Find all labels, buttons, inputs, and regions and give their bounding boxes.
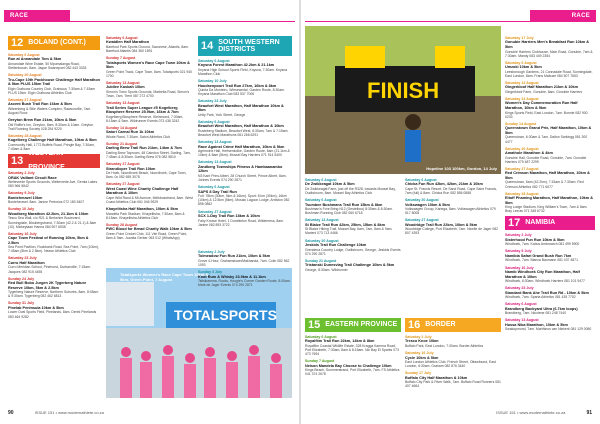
section-number: 17	[508, 217, 521, 230]
race-name: Gonubie Harriers Men's Breakfast Run 10km & 5km	[505, 40, 590, 49]
race-details: East London Athletics Club, French Street, Ottawfound, East London, 6:30am. Graham 082 876 3440	[405, 360, 496, 369]
race-listing	[8, 256, 100, 273]
race-details: Kings Beach, Summerstrand, Port Elizabeth, 7am. FS Athletics 041 374 2678	[305, 368, 400, 377]
race-date: Saturday 16 July	[8, 231, 37, 236]
race-listing	[505, 81, 595, 94]
column-1	[8, 36, 100, 414]
race-date: Saturday 13 August	[198, 140, 232, 145]
section-number: 14	[201, 40, 214, 52]
race-date: Saturday 13 August	[106, 80, 140, 85]
race-name: Satori Carnal Run 1k 10km	[106, 130, 155, 135]
footer-right	[496, 410, 592, 416]
race-calendar-tab-right: RACE CALENDAR	[530, 10, 596, 22]
race-name: Jeskids Trail Run Challenge 10km	[305, 242, 367, 247]
race-details: Quinta Da Monteiro, Wiesewedal, Garden Route, 8:30am. Knysna Marathon Club 083 537 7006	[198, 88, 285, 97]
race-date: Saturday 6 August	[305, 198, 337, 203]
race-listing	[106, 101, 194, 123]
race-name: Eltoff Phaming Marathon, Half Marathon, 10km & 5km	[505, 196, 593, 205]
race-name: SCX 1-Day Trail Run 18km & 10km	[198, 213, 260, 218]
eastern-province-events	[305, 335, 401, 376]
race-details: Annandale Wine Estate, 50 Mpumalanga Road, Stellenbosch, 8am. Jaque Swanepoel 082 443 3333	[8, 62, 87, 71]
race-details: King Lodge Stadium, King William's Town, 7am & 8am. Bray Leeuw 071 345 6732	[505, 205, 588, 214]
section-number: 13	[11, 155, 24, 168]
race-date: Saturday 28 August	[505, 191, 539, 196]
left-page	[0, 0, 299, 424]
svg-text:FINISH: FINISH	[367, 78, 440, 103]
section-title: SOUTH WESTERN DISTRICTS	[218, 39, 280, 53]
section-title: BOLAND (CONT.)	[28, 39, 86, 46]
section-header-south-western-districts	[198, 36, 292, 56]
race-details: Gonubie Hall, Gonubie Road, Gonubie, 7am. Gonubie Harriers 079 487 2299	[505, 155, 587, 164]
race-name: Volkswagen 10km & 5km	[405, 202, 450, 207]
race-details: Elgin Grabouw Country Club, Grabouw, 7:30am & 7:15am PLUS 15km. Elgin Grabouw Athletics Club	[8, 86, 96, 95]
race-details: Old Roffie's Inn, Greyton, 8am, 8:30am & 10am. Greyton Trail Running Society 028 254 9220	[8, 122, 94, 131]
race-details: Royalfiim Coastal Wildlife Estate, 328 Kragga Kamma Road, Port Elizabeth, 7:30am, 8am & 8:15am. Nic Bay El Sparks 073 473 7694	[305, 344, 399, 357]
race-listing	[505, 302, 595, 315]
race-name: Beaufort West Marathon, Half Marathon & 10km	[198, 124, 284, 129]
race-details: Sea Point Pavilion, Rockbank Road, Sea Point, 7am (10km), 7:45am (5km & 2.5km). Neave Athletics Club	[8, 245, 100, 254]
column-3-continued	[198, 250, 292, 288]
race-listing	[198, 140, 292, 157]
race-details: Darling Brew Taproom, 48 Caledon Street, Darling, 7am, 7:45am & 8:30am. Darling Brew 076 082 5810	[106, 151, 191, 160]
race-details: Curro Meridian School, Pinehurst, Durbanville, 7:15am. Jacques 082 915 4455	[8, 265, 91, 274]
race-listing	[505, 122, 595, 144]
race-name: Standard Bank Ahe Trail Run Rd - 10km & 5km	[505, 290, 589, 295]
footer-left	[8, 410, 104, 416]
race-listing	[106, 223, 194, 240]
header-rule-left	[4, 21, 295, 22]
race-listing	[106, 56, 194, 78]
race-details: Kings Sports Field, East London, 7am. Bonnie 082 900 0233	[505, 110, 588, 119]
race-date: Saturday 6 August	[305, 178, 337, 182]
section-header-eastern-province	[305, 318, 401, 332]
race-listing	[405, 198, 501, 215]
photo-caption-womens-race: Totalsports Women's Race Cape Town 10km & 5km, Green Point, 7 August	[120, 272, 209, 282]
race-name: Pinelab Peninsula 10km & 5km	[8, 305, 64, 310]
section-number: 12	[11, 37, 24, 49]
race-details: Green Point Cricket Club, 111 Vlei Road, Green Point, 8am & 9am. Joanita Gerber 063 012 (WhatsApp)	[106, 231, 188, 241]
race-calendar-tab-left: RACE CALENDAR	[4, 10, 70, 22]
race-date: Saturday 20 August	[405, 198, 439, 203]
race-date: Saturday 9 July	[8, 191, 35, 196]
issue-info-right: ISSUE 151 • www.modernathlete.co.za	[496, 410, 566, 415]
race-date: Sunday 7 August	[106, 56, 136, 61]
race-details: De Hoek, Noordhoek Beach, Noordhoek, Cape Town, 8am. 0c 082 659 3078	[106, 171, 187, 180]
race-date: Saturday 2 July	[8, 171, 35, 176]
race-name: Zandberg Townships Fitness & Hambaanambo 12km	[198, 164, 283, 174]
race-listing	[198, 120, 292, 137]
race-listing	[405, 371, 501, 388]
race-crowd-image	[106, 268, 292, 398]
race-date: Sunday 28 August	[106, 222, 138, 227]
race-date: Sunday 21 August	[106, 142, 138, 147]
border-block	[405, 318, 501, 418]
race-date: Saturday 23 July	[198, 99, 227, 104]
race-date: Sunday 31 July	[8, 301, 35, 306]
race-listing	[198, 99, 292, 117]
race-name: Jubilee Kasbah 10km	[106, 85, 145, 90]
race-date: Sunday 24 July	[8, 276, 35, 281]
race-details: Bonteheuwel: 8am. Janine Pretorius 072 180 5407	[8, 200, 85, 205]
race-name: Amathole Marathon & 4km	[505, 151, 553, 156]
race-name: SAPS 8 Day Trail Run	[198, 189, 237, 194]
race-details: Woodridge College, Port Elizabeth, 7am. Nicelle de Jager 082 807 4393	[405, 227, 499, 236]
race-name: Khayelitsha Half Marathon, 10km & 5km	[106, 207, 178, 212]
race-name: Tolmeadow Fun Run 21km, 10km & 5km	[198, 254, 271, 259]
border-events	[405, 335, 501, 388]
race-name: Royalfiim Trail Run 22km, 14km & 8km	[305, 339, 375, 344]
race-details: Weltevrede Sports Grounds, Weltevrede Ave, Gemia Lakes 083 966 5842	[8, 180, 98, 189]
race-details: Windhoek, 7am. Sparta Athletics 081 435 7702	[505, 295, 576, 300]
race-date: Saturday 6 August	[305, 335, 337, 339]
race-details: Grove 4-Hour, Grahamstown/Makhanda, 7am. Colin 082 562 1093	[198, 259, 290, 268]
race-details: Brandberg, 7am. Nicolene 081 248 7440	[505, 311, 567, 316]
race-date: Saturday 6 August	[198, 59, 230, 63]
race-details: Unity Park, York Street, George	[198, 112, 246, 117]
race-details: Barefoot Park Sports Ground, Saconese, Atlantis, 8am. Barefoot Atlantis 084 360 1891	[106, 45, 189, 54]
race-name: Red Bull Bobo Jurgen 2K Tygerberg Nature Reserve 10km, 5km & 2.5km	[8, 281, 87, 290]
race-date: Sunday 14 August	[106, 125, 138, 130]
race-date: Saturday 27 August	[106, 162, 140, 167]
race-listing	[305, 218, 401, 235]
section-title: BORDER	[425, 321, 456, 328]
race-date: Saturday 27 August	[198, 209, 232, 214]
race-name: Bonteheuwel 10km	[8, 195, 43, 200]
race-listing	[305, 239, 401, 256]
race-details: De Zwikkeagat Farm, just off the R328, towards Mossel Bay, Oudtshoorn, 8am. Mossel Bay Athletics Club	[305, 187, 396, 196]
section-number: 16	[408, 319, 421, 331]
race-name: Queenstown Grand Prix, Half Marathon, 10km & 5km	[505, 126, 592, 135]
race-details: Queenstown, 6am (42.2km), 7:15am & 7:30am. Red Crimson Athletics 082 771 6077	[505, 180, 584, 189]
race-details: George, 8:30am. Wildrunner	[305, 267, 348, 272]
race-name: Nelson Mandela Bay Choose to Challenge 10km	[305, 363, 392, 368]
race-date: Saturday 20 August	[505, 146, 539, 151]
race-listing	[305, 359, 401, 376]
race-details: Leesborough Gardens, 21 Connadale Road, Sunningdale, East London, 8am. Frans Mabuze 084 507 7653	[505, 69, 593, 78]
race-listing	[198, 160, 292, 182]
race-name: Woodberg Marathon 42.2km, 21.1km & 10km	[8, 211, 89, 216]
race-name: Beaufort West Marathon, Half Marathon 10km & 5km	[198, 103, 284, 113]
race-details: Buffalo Park, East London, 7:30am. Border Athletics	[405, 344, 484, 348]
namibia-events	[505, 233, 595, 331]
race-date: Saturday 27 August	[505, 166, 539, 171]
race-name: Kwaidlen Half Marathon	[106, 40, 150, 45]
race-listing	[8, 73, 100, 95]
race-listing	[106, 126, 194, 139]
race-details: Witzenberg & Stile Waters Complex, Rawsonville, 7am. August Roux	[8, 106, 92, 116]
race-listing	[198, 59, 292, 76]
section-title: WESTERN PROVINCE	[28, 150, 65, 172]
race-name: Trail Series Super League #5 Kogelberg Biosphere Reserve 25.9km, 16km & 7km	[106, 105, 179, 115]
race-date: Sunday 17 July	[405, 371, 432, 376]
section-number: 15	[308, 319, 321, 331]
race-listing	[505, 286, 595, 299]
race-date: Saturday 2 July	[505, 233, 532, 238]
race-name: Strandloper Trail Run 10km	[106, 166, 156, 171]
race-details: Rusteberg Stadium, Beaufort West, 6:30am, 7am & 7:15am. Beaufort West Marathons 061 266 6291	[198, 129, 289, 138]
race-details: Tsitsikamma, Rocks, Hoogie's Corner Garden Route, 8:30am. Mark de Jager Events 074 290 2871	[198, 279, 291, 288]
page-number-right: 91	[586, 410, 592, 416]
western-province-events	[8, 171, 100, 319]
race-details: Tesco Sea Wall, c/o R21 & Berkshire Boulevard, Sunningdale, Bloubergstrand, 7:30am (42.2 & 21.1) & 8am (10). Mickeytaan Hanna 084 907 6538	[8, 216, 97, 229]
race-details: Queenstown, 6:30am & 7am. Dalton Sarkingg 081 300 4477	[505, 135, 588, 144]
race-listing	[505, 318, 595, 331]
race-name: Curro Half Marathon	[8, 260, 45, 265]
race-date: Saturday 6 August	[8, 53, 40, 57]
race-name: Cycle 10km & 5km	[405, 355, 439, 360]
race-date: Sunday 21 August	[305, 258, 337, 263]
race-date: Saturday 13 August	[505, 80, 539, 85]
section-header-western-province	[8, 150, 100, 172]
race-name: West Coast Wine Charity Challenge Half Marathon & 10km	[106, 186, 179, 196]
race-listing	[106, 162, 194, 179]
race-name: Knot Rum & Whisky 23.9km & 11.1km	[198, 274, 266, 279]
race-listing	[8, 207, 100, 228]
race-name: St Blaize Trail Run 42km, 25km, 15km & 8km	[305, 222, 385, 227]
race-listing	[198, 210, 292, 227]
race-listing	[8, 232, 100, 254]
race-listing	[198, 185, 292, 206]
race-date: Saturday 6 August	[505, 60, 537, 65]
race-details: N3 Kant Prins Albert, 28 Church Street, Prince Albert, 8am. Johnes Events 074 290 2871	[198, 174, 287, 183]
race-listing	[198, 79, 292, 96]
section-title: NAMIBIA	[525, 219, 556, 227]
race-date: Saturday 20 August	[305, 238, 339, 243]
race-name: Women's Day Commemoration Run Half Marathon, 10km & 5km	[505, 101, 578, 111]
race-date: Saturday 13 August	[198, 160, 232, 165]
photo-caption-finish: Hopeline 103 100km, Gordon, 14 July	[426, 166, 497, 171]
race-name: Sisterhood Fun Run 10km & 5km	[505, 237, 565, 242]
race-listing	[505, 97, 595, 119]
race-listing	[305, 198, 401, 215]
race-listing	[8, 191, 100, 204]
race-details: Fairy Knowe Hotel, 1 Dumbleton Road, Wilderness, 8am. Janine 082 893 3722	[198, 218, 284, 227]
race-date: Saturday 27 August	[8, 97, 42, 102]
race-date: Saturday 28 August	[8, 133, 42, 138]
race-listing	[505, 61, 595, 78]
column-5	[405, 178, 501, 318]
race-name: Tresco Knoe 10km	[405, 339, 439, 344]
race-details: Cape Wild Rand & Mt Avenue, Melkbosstrand, 8am. West Coast Athletics Club 061 046 9929	[106, 196, 193, 205]
race-name: ORAK Vaillant Circuit Race	[8, 175, 57, 180]
race-date: Saturday 23 July	[505, 286, 534, 291]
issue-info-left: ISSUE 151 • www.modernathlete.co.za	[34, 410, 104, 415]
column-3	[198, 36, 292, 248]
race-date: Saturday 6 August	[198, 185, 230, 190]
race-listing	[106, 182, 194, 204]
column-2	[106, 36, 194, 264]
race-listing	[106, 207, 194, 220]
race-date: Saturday 17 July	[505, 36, 534, 40]
race-date: Sunday 10 July	[8, 207, 35, 212]
race-listing	[505, 36, 595, 58]
race-listing	[8, 118, 100, 131]
race-details: Volkswagen Group, Kariega, 8am. Volkswagen Athletics 079 517 8008	[405, 207, 496, 216]
race-listing	[106, 81, 194, 98]
race-date: Saturday 13 August	[305, 218, 339, 223]
south-western-events-continued	[405, 178, 501, 236]
race-date: Sunday 7 August	[305, 359, 335, 364]
race-date: Saturday 13 August	[505, 318, 539, 323]
race-details: Full: 78km (30km, 5km & 16km). Sport: 8 km (30km), 16km (10km) & 12.5km (5km). Mosaic Lagoon Lodge, Arniston 082 898 0862	[198, 194, 290, 207]
border-events-continued	[505, 36, 595, 213]
race-name: Tru-Cape 10th Packhouse Challenge Half Marathon & 5km PLUS 15km Trail	[8, 77, 100, 87]
race-details: Lower Oval Sports Field, Pinelands, 8am. Derek Pinelands 083 464 9282	[8, 310, 97, 319]
race-listing	[198, 270, 292, 287]
race-details: Kogelberg Biosphere Reserve, Kleinmond, 7:30am, 8:15am & 9am. Wildrunner Events 073 436 3242	[106, 114, 184, 123]
race-name: Knysna Forest Marathon 42.2km & 21.1km	[198, 63, 275, 68]
race-details: Community Hall, 1772 Buffels Road, Pringle Bay, 7:30am, 7:40am & 8am	[8, 142, 95, 152]
race-listing	[505, 266, 595, 284]
race-listing	[8, 277, 100, 299]
race-details: Grendena Country Lodge, Oudtshoorn, George, Jeskids Events 074 290 2871	[305, 247, 401, 256]
race-details: Windhoek, 7am. Kobus Ambrowich 081 499 5900	[505, 242, 580, 247]
race-details: Tygerberg Nature Reserve, Northern Suburbs, 8am, 8:45am & 9:30am. Tygerberg 082 462 6813	[8, 290, 99, 299]
eastern-province-block	[305, 318, 401, 418]
race-listing	[405, 351, 501, 368]
section-header-namibia	[505, 216, 595, 230]
race-listing	[405, 178, 501, 195]
race-listing	[405, 218, 501, 235]
race-details: Windhoek, 6:30am. Windhoek Harriers 081 101 9477	[505, 279, 585, 284]
race-name: Ascent Bush Trail Run 16km & 5km	[8, 102, 72, 107]
race-name: De Zwikkeagat 10km & 5km	[305, 182, 355, 187]
race-details: Buffalo City Park & River Walk, 7am. Buffalo Road Runners 081 407 4664	[405, 380, 501, 389]
race-name: Race Against Crime Half Marathon, 10km & 5km	[198, 144, 285, 149]
section-header-border	[405, 318, 501, 332]
race-details: Simon's Town Sports Grounds, Marbella Road, Simon's Town, 7am. Trent 087 272 4700	[106, 89, 190, 99]
race-date: Saturday 27 August	[106, 182, 140, 187]
column-4	[305, 178, 401, 318]
race-listing	[505, 249, 595, 262]
race-name: Run at Annandale 7km & 5km	[8, 57, 62, 62]
race-date: Saturday 13 August	[505, 97, 539, 102]
race-date: Saturday 6 August	[405, 178, 437, 182]
race-name: Darling Brew Trail Run 21km, 14km & 7km	[106, 146, 182, 151]
race-date: Saturday 10 July	[198, 79, 227, 84]
race-name: Houdsenpoort Trail Run 27km, 16km & 8km	[198, 83, 277, 88]
race-details: Windhoek, 7am. Bianca Baumann 081 437 4871	[505, 258, 578, 263]
race-name: Woodridge Trail Run 22km, 10km & 5km	[405, 222, 478, 227]
race-name: Umzoki 10km & 5km	[505, 65, 542, 70]
race-details: Agrimotrix Hall, Hertsenkolke, Garden Route, 6am (21.1km & 10km) & 8am (5km). Mossel Bay Harriers 071 914 5400	[198, 149, 290, 158]
race-listing	[305, 335, 401, 356]
race-name: Kogelberg Challenge Half Marathon, 10km & 5km	[8, 138, 97, 143]
race-name: Totalsports Women's Race Cape Town 10km & 5km	[106, 60, 190, 70]
section-header-boland	[8, 36, 100, 50]
race-details: Gingerkloof Farm, Gonubie, 8am. Gonubie Harriers	[505, 89, 583, 94]
race-details: Green Point Track, Cape Town, 8am. Totalsports 021 940 1700	[106, 69, 193, 78]
race-date: Saturday 27 August	[405, 218, 439, 223]
race-name: Greyton Brew Run 21km, 10km & 5km	[8, 118, 77, 123]
totalsports-womens-race-photo	[106, 268, 292, 398]
race-date: Sunday 14 August	[505, 121, 537, 126]
section-title: EASTERN PROVINCE	[325, 321, 398, 328]
race-name: Tristanski Dunesvlag Trail Challenge 10km & 5km	[305, 263, 395, 268]
race-date: Saturday 6 August	[505, 302, 537, 307]
race-name: Gingerkloof Half Marathon 21km & 10km	[505, 85, 579, 90]
race-listing	[305, 259, 401, 272]
race-name: Namib Windhoek City Run Marathon, Half Marathon & 10km	[505, 269, 580, 279]
race-listing	[405, 335, 501, 348]
race-date: Saturday 23 July	[8, 256, 37, 261]
race-listing	[505, 192, 595, 214]
race-details: Bushman's Fore Bring N12 (Gestelboo) 8:30am & 8:30am. Bushman Running Club 082 060 6718	[305, 207, 393, 216]
race-name: Cape Town Festival of Running 10km, 5km & 2.5km	[8, 236, 89, 245]
race-date: Saturday 13 August	[106, 101, 140, 106]
race-listing	[8, 53, 100, 70]
race-listing	[505, 167, 595, 189]
race-date: Saturday 2 July	[405, 335, 432, 339]
race-listing	[8, 98, 100, 115]
race-details: Cape St. Francis Resort, De Sand Road, Cape Saint Francis, 7am (full) & 8am. Chicka Run 082 856 0888	[405, 187, 497, 196]
race-listing	[505, 147, 595, 164]
race-date: Sunday 3 July	[198, 270, 223, 275]
south-western-events	[198, 59, 292, 227]
race-name: Namibia Safari Grand Bush Run 7km	[505, 253, 572, 258]
race-date: Saturday 16 July	[505, 265, 534, 270]
race-details: Gonubie Harriers Clubhouse, Main Road, Gonubie, 7am & 7:30am. Mandy 083 449 2354	[505, 49, 593, 58]
race-listing	[106, 142, 194, 159]
race-name: Buffalo City Half Marathon & 10km	[405, 375, 468, 380]
finish-banner-image	[305, 26, 501, 174]
race-date: Saturday 9 July	[505, 249, 532, 254]
race-listing	[8, 301, 100, 318]
header-rule-right	[305, 21, 596, 22]
column-6	[505, 36, 595, 414]
race-date: Saturday 2 July	[198, 250, 225, 254]
race-date: Saturday 16 July	[405, 351, 434, 356]
race-name: Red Crimson Marathon, Half Marathon, 10km & 5km	[505, 171, 590, 180]
race-listing	[106, 36, 194, 53]
race-name: Chicka Fun Run 42km, 42km, 21km & 10km	[405, 182, 483, 187]
right-page	[301, 0, 600, 424]
race-details: St Blaize Hiking Trail, Mossel Bay, 6am, 7am, 8am & 9am. Marieni 073 713 4466	[305, 227, 393, 236]
race-details: Swakopmund, 7am. Marthinus van Niekerk 081 129 0080	[505, 327, 592, 332]
race-listing	[505, 233, 595, 246]
race-date: Saturday 6 August	[106, 36, 138, 40]
boland-events	[8, 53, 100, 151]
race-name: Brandberg Backyard Ultra (6.7km loops)	[505, 306, 578, 311]
race-listing	[305, 178, 401, 195]
race-details: Whale Rand, 7:30am. Satori Athletics Club	[106, 134, 171, 139]
page-number-left: 90	[8, 410, 14, 416]
finish-line-photo	[305, 26, 501, 174]
race-name: Tsumbee Bushmans Trail Run 15km & 8km	[305, 202, 383, 207]
race-details: Mandela Park Stadium, Khayelitsha, 7:30am, 8am & 8:15am. Khayelitsha Athletics Club	[106, 211, 185, 220]
svg-text:TOTALSPORTS: TOTALSPORTS	[174, 307, 277, 323]
race-name: Hussa Nika Marathon, 10km & 5km	[505, 322, 568, 327]
race-date: Saturday 20 August	[8, 73, 42, 78]
race-date: Saturday 6 August	[198, 120, 230, 125]
race-listing	[198, 250, 292, 267]
race-name: PWC Blood for Bread Charity Walk 10km & 5km	[106, 227, 192, 232]
race-details: Knysna High School Sports Field, Knysna, 7:30am. Knysna Marathon Club	[198, 68, 288, 77]
